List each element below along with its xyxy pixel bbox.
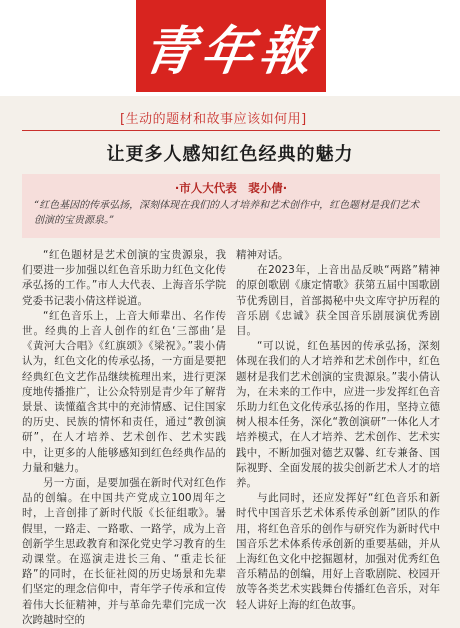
paragraph: “红色题材是艺术创演的宝贵源泉，我们要进一步加强以红色音乐助力红色文化传承弘扬的工作。”市人大代表、上海音乐学院党委书记裴小倩这样说道。 bbox=[22, 249, 226, 307]
paragraph: 在2023年，上音出品反映“两路”精神的原创歌剧《康定情歌》获第五届中国歌剧节优秀剧目，首部揭秘中央文库守护历程的音乐剧《忠诚》获全国音乐剧展演优秀剧目。 bbox=[236, 264, 440, 338]
pull-quote: “红色基因的传承弘扬，深刻体现在我们的人才培养和艺术创作中，红色题材是我们艺术创演的宝贵源泉。” bbox=[34, 200, 420, 226]
article-column-left bbox=[22, 248, 226, 628]
column-title: [生动的题材和故事应该如何用] bbox=[120, 112, 307, 127]
masthead-logo bbox=[136, 0, 326, 92]
speaker-name: ·市人大代表 裴小倩· bbox=[174, 181, 288, 195]
headline: 让更多人感知红色经典的魅力 bbox=[106, 144, 354, 165]
paragraph: 另一方面，是要加强在新时代对红色作品的创编。在中国共产党成立100周年之时，上音创排了新时代版《长征组歌》。暑假里，一路走、一路歌、一路学，成为上音创新学生思政教育和深化党史学习教育的生动课堂。在巡演走进长三角、“重走长征路”的同时，在长征社阅的历史场景和先辈们坚定的理念信仰中，青年学子传承和宣传着伟大长征精神，并与革命先辈们完成一次次跨越时空的 bbox=[22, 477, 226, 626]
paragraph: “红色音乐上，上音大师辈出、名作传世。经典的上音人创作的红色‘三部曲’是《黄河大合唱》《红旗颂》《梁祝》。”裴小倩认为，红色文化的传承弘扬，一方面是要把经典红色文艺作品继续梳理出来，进行更深度地传播推广，让公众特别是青少年了解背景景、读懂蕴含其中的充沛情感、记住国家的历史、民族的情怀和责任，通过“教创演研”，在人才培养、艺术创作、艺术实践中，让更多的人能够感知到红色经典作品的力量和魅力。 bbox=[22, 309, 226, 474]
paragraph: 与此同时，还应发挥好“红色音乐和新时代中国音乐艺术体系传承创新”团队的作用，将红色音乐的创作与研究作为新时代中国音乐艺术体系传承创新的重要基础，并从上海红色文化中挖掘题材，加强对优秀红色音乐精品的创编，用好上音歌剧院、校园开放等各类艺术实践舞台传播红色音乐，对年轻人讲好上海的红色故事。 bbox=[236, 492, 440, 611]
paragraph: 精神对话。 bbox=[236, 249, 289, 261]
pull-quote-box bbox=[22, 174, 440, 238]
masthead-name: 青年報 bbox=[138, 20, 322, 82]
article-column-right bbox=[236, 248, 440, 613]
paragraph: “可以说，红色基因的传承弘扬，深刻体现在我们的人才培养和艺术创作中，红色题材是我们艺术创演的宝贵源泉。”裴小倩认为，在未来的工作中，应进一步发挥红色音乐助力红色文化传承弘扬的作用，坚持立德树人根本任务，深化“教创演研”一体化人才培养模式，在人才培养、艺术创作、艺术实践中，不断加强对德艺双馨、红专兼备、国际视野、全面发展的拔尖创新艺术人才的培养。 bbox=[236, 340, 440, 490]
masthead bbox=[0, 0, 460, 96]
top-divider bbox=[22, 130, 440, 131]
